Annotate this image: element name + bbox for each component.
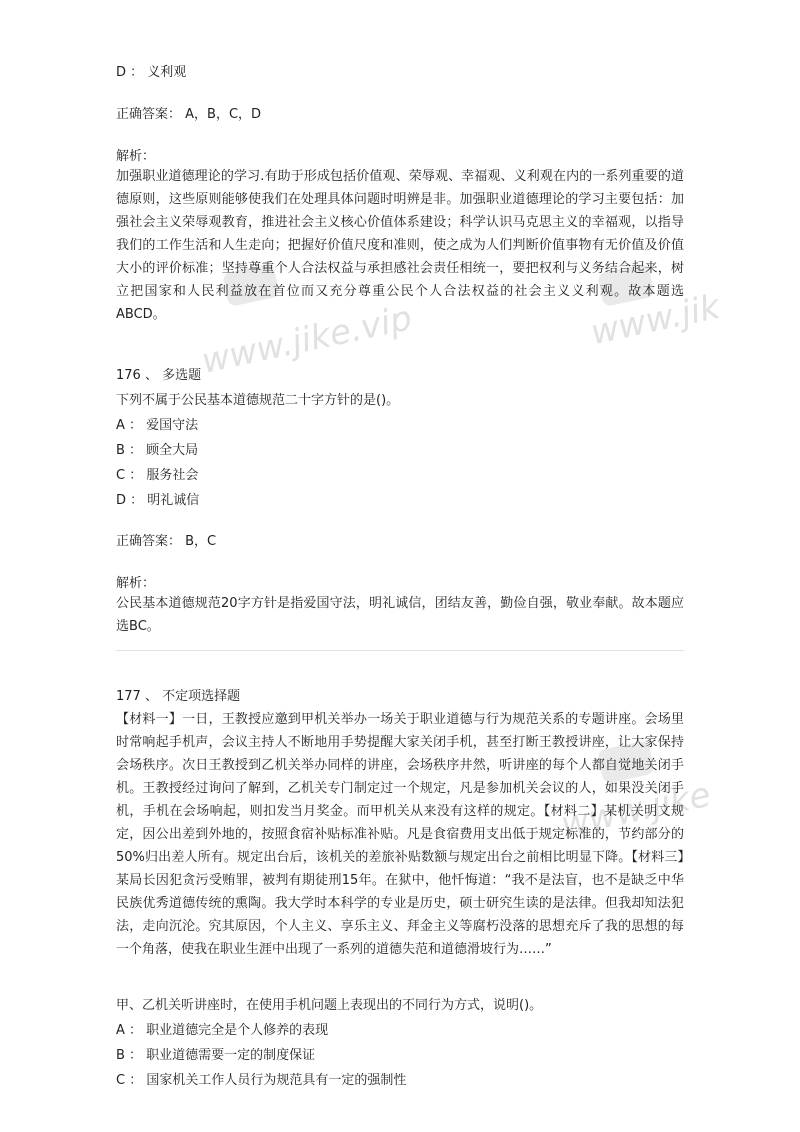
option-b: B ： 顾全大局 [116,443,199,458]
option-d: D ： 明礼诚信 [116,493,200,508]
question-header: 176 、 多选题 [116,368,202,383]
question-stem: 下列不属于公民基本道德规范二十字方针的是()。 [116,393,400,408]
analysis-label: 解析： [116,576,156,591]
question-stem: 甲、乙机关听讲座时，在使用手机问题上表现出的不同行为方式，说明()。 [116,998,543,1013]
question-header: 177 、 不定项选择题 [116,689,241,704]
question-material: 【材料一】一日，王教授应邀到甲机关举办一场关于职业道德与行为规范关系的专题讲座。会场里时常响起手机声，会议主持人不断地用手势提醒大家关闭手机，甚至打断王教授讲座，让大家保持会场秩序。次日王教授到乙机关举办同样的讲座，会场秩序井然，听讲座的每个人都自觉地关闭手机。王教授经过询问了解到，乙机关专门制定过一个规定，凡是参加机关会议的人，如果没关闭手机，手机在会场响起，则扣发当月奖金。而甲机关从来没有这样的规定。【材料二】某机关明文规定，因公出差到外地的，按照食宿补贴标准补贴。凡是食宿费用支出低于规定标准的，节约部分的50%归出差人所有。规定出台后，该机关的差旅补贴数额与规定出台之前相比明显下降。【材料三】某局长因犯贪污受贿罪，被判有期徒刑15年。在狱中，他忏悔道：“我不是法盲，也不是缺乏中华民族优秀道德传统的熏陶。我大学时本科学的专业是历史，硕士研究生读的是法律。但我却知法犯法，走向沉沦。究其原因，个人主义、享乐主义、拜金主义等腐朽没落的思想充斥了我的思想的每一个角落，使我在职业生涯中出现了一系列的道德失范和道德滑坡行为……” [116,712,684,957]
option-a: A ： 职业道德完全是个人修养的表现 [116,1023,329,1038]
option-c: C ： 国家机关工作人员行为规范具有一定的强制性 [116,1073,407,1088]
section-divider [116,650,684,651]
analysis-text: 加强职业道德理论的学习.有助于形成包括价值观、荣辱观、幸福观、义利观在内的一系列重要的道德原则，这些原则能够使我们在处理具体问题时明辨是非。加强职业道德理论的学习主要包括：加强社会主义荣辱观教育，推进社会主义核心价值体系建设；科学认识马克思主义的幸福观，以指导我们的工作生活和人生走向；把握好价值尺度和准则，使之成为人们判断价值事物有无价值及价值大小的评价标准；坚持尊重个人合法权益与承担感社会责任相统一，要把权利与义务结合起来，树立把国家和人民利益放在首位而又充分尊重公民个人合法权益的社会主义义利观。故本题选ABCD。 [116,169,684,322]
correct-answer: 正确答案： B，C [116,534,217,549]
watermark-text: www.jike [557,774,715,846]
option-a: A ： 爱国守法 [116,418,199,433]
analysis-text: 公民基本道德规范20字方针是指爱国守法，明礼诚信，团结友善，勤俭自强，敬业奉献。故本题应选BC。 [116,596,684,634]
watermark-text: www.jik [587,286,724,354]
option-b: B ： 职业道德需要一定的制度保证 [116,1048,316,1063]
option-d: D ： 义利观 [116,65,187,80]
option-c: C ： 服务社会 [116,468,199,483]
correct-answer: 正确答案： A，B，C，D [116,107,262,122]
analysis-label: 解析： [116,149,156,164]
watermark-text: www.jike.vip [198,298,416,382]
